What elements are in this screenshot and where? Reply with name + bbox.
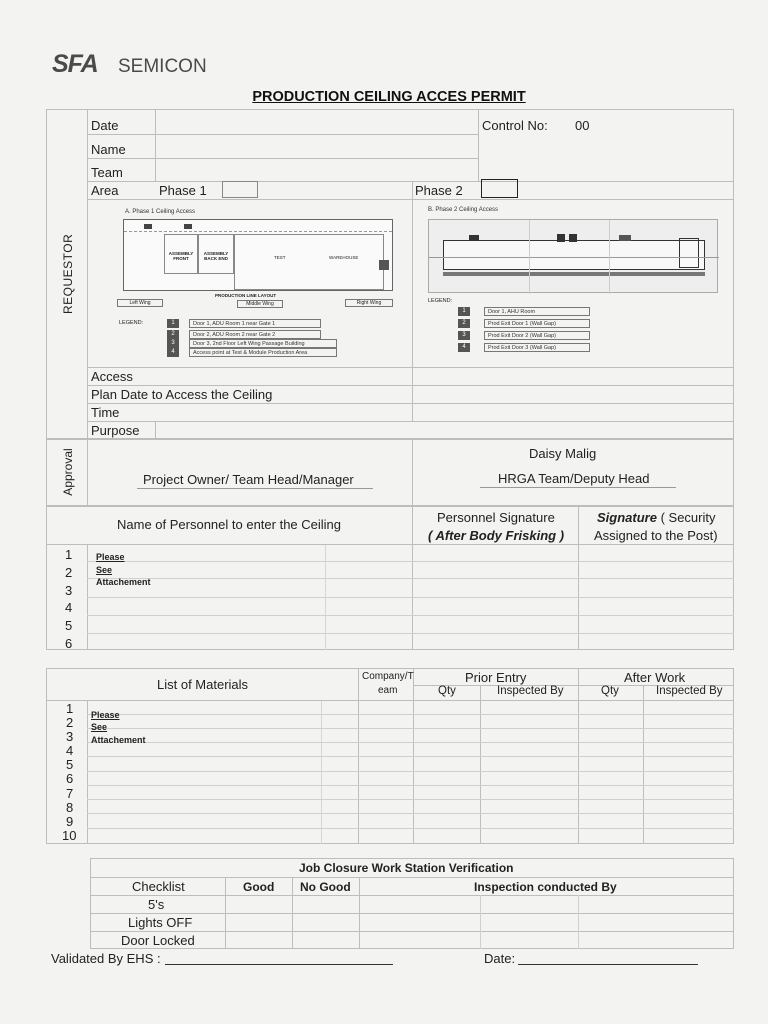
requestor-section-label: REQUESTOR <box>61 233 75 314</box>
materials-row-num: 2 <box>66 715 74 730</box>
phase2-legend-num-4: 4 <box>458 343 470 352</box>
phase1-legend-num-1: 1 <box>167 319 179 328</box>
personnel-please-note: Please <box>96 552 125 562</box>
prior-entry-header: Prior Entry <box>465 670 527 685</box>
job-closure-title: Job Closure Work Station Verification <box>299 861 514 875</box>
control-no-label: Control No: <box>482 118 548 133</box>
after-body-frisking-note: ( After Body Frisking ) <box>428 528 565 543</box>
after-qty-header: Qty <box>601 685 619 697</box>
phase2-legend-num-2: 2 <box>458 319 470 328</box>
personnel-see-note: See <box>96 565 113 575</box>
left-wing-label: Left Wing <box>117 299 163 307</box>
signature-bold-label: Signature <box>597 510 657 525</box>
phase1-legend-text-4: Access point at Test & Module Production Area <box>189 348 337 357</box>
checklist-header: Checklist <box>132 879 185 894</box>
phase2-legend-text-1: Door 1, AHU Room <box>484 307 590 316</box>
phase2-checkbox[interactable] <box>481 179 518 198</box>
company-team-header-2: eam <box>378 685 398 696</box>
phase1-legend-num-2: 2 <box>167 330 179 339</box>
hrga-role: HRGA Team/Deputy Head <box>498 471 650 486</box>
phase2-legend-text-2: Prod Exit Door 1 (Wall Gap) <box>484 319 590 328</box>
personnel-row-num: 6 <box>65 636 73 651</box>
phase2-ceiling-diagram <box>416 203 728 363</box>
phase2-legend-text-3: Prod Exit Door 2 (Wall Gap) <box>484 331 590 340</box>
materials-row-num: 7 <box>66 786 74 801</box>
time-label: Time <box>91 405 120 420</box>
phase2-legend-num-1: 1 <box>458 307 470 316</box>
personnel-signature-header: Personnel Signature <box>437 510 555 525</box>
personnel-row-num: 1 <box>65 547 73 562</box>
phase1-checkbox[interactable] <box>222 181 258 198</box>
validated-by-ehs-signature-line[interactable] <box>165 964 393 965</box>
phase2-diagram-title: B. Phase 2 Ceiling Access <box>428 207 499 213</box>
prior-qty-header: Qty <box>438 685 456 697</box>
checklist-item-lights-off: Lights OFF <box>128 915 193 930</box>
security-signature-header <box>597 511 715 524</box>
phase2-legend-num-3: 3 <box>458 331 470 340</box>
control-no-value: 00 <box>575 118 590 133</box>
company-team-header-1: Company/T <box>362 671 414 682</box>
room-assembly-front: ASSEMBLY FRONT <box>168 251 194 261</box>
no-good-header: No Good <box>300 880 351 894</box>
access-label: Access <box>91 369 133 384</box>
project-owner-role: Project Owner/ Team Head/Manager <box>143 472 354 487</box>
materials-please-note: Please <box>91 710 120 720</box>
name-field[interactable] <box>156 135 477 157</box>
phase1-legend-num-3: 3 <box>167 339 179 348</box>
materials-row-num: 10 <box>62 828 77 843</box>
purpose-label: Purpose <box>91 423 140 438</box>
phase2-legend-label: LEGEND: <box>428 298 453 304</box>
page-title: PRODUCTION CEILING ACCES PERMIT <box>252 89 526 105</box>
security-post-label: Assigned to the Post) <box>594 528 718 543</box>
phase1-floorplan <box>123 219 393 291</box>
phase1-legend-label: LEGEND: <box>119 320 144 326</box>
phase1-ceiling-diagram <box>95 203 405 363</box>
right-wing-label: Right Wing <box>345 299 393 307</box>
checklist-item-door-locked: Door Locked <box>121 933 195 948</box>
good-header: Good <box>243 880 275 894</box>
phase2-label: Phase 2 <box>415 183 463 198</box>
phase2-floorplan <box>428 219 718 293</box>
checklist-item-5s: 5's <box>148 897 165 912</box>
production-line-layout-label: PRODUCTION LINE LAYOUT <box>215 293 277 298</box>
logo-semicon: SEMICON <box>118 56 207 77</box>
room-warehouse: WAREHOUSE <box>329 255 359 260</box>
room-assembly-back-end: ASSEMBLY BACK END <box>203 251 229 261</box>
room-test: TEST <box>274 255 286 260</box>
phase1-label: Phase 1 <box>159 183 207 198</box>
materials-row-num: 8 <box>66 800 74 815</box>
personnel-attachement-note: Attachement <box>96 577 151 587</box>
phase1-legend-text-1: Door 1, ADU Room 1 near Gate 1 <box>189 319 321 328</box>
footer-date-line[interactable] <box>518 964 698 965</box>
phase1-legend-text-2: Door 2, ADU Room 2 near Gate 2 <box>189 330 321 339</box>
phase1-diagram-title: A. Phase 1 Ceiling Access <box>125 209 196 215</box>
purpose-field[interactable] <box>156 422 733 438</box>
team-field[interactable] <box>156 159 477 180</box>
after-work-header: After Work <box>624 670 686 685</box>
approver-name: Daisy Malig <box>529 446 597 461</box>
footer-date-label: Date: <box>484 951 516 966</box>
materials-row-num: 3 <box>66 729 74 744</box>
plan-date-label: Plan Date to Access the Ceiling <box>91 387 273 402</box>
middle-wing-label: Middle Wing <box>237 300 283 308</box>
area-label: Area <box>91 183 119 198</box>
personnel-row-num: 4 <box>65 600 73 615</box>
team-label: Team <box>91 165 123 180</box>
logo-sfa: SFA <box>52 50 98 78</box>
after-inspected-by-header: Inspected By <box>656 685 723 697</box>
materials-row-num: 1 <box>66 701 74 716</box>
approval-section-label: Approval <box>61 448 75 496</box>
date-field[interactable] <box>156 110 477 133</box>
prior-inspected-by-header: Inspected By <box>497 685 564 697</box>
materials-attachement-note: Attachement <box>91 735 146 745</box>
personnel-row-num: 2 <box>65 565 73 580</box>
materials-row-num: 9 <box>66 814 74 829</box>
name-label: Name <box>91 142 126 157</box>
phase1-legend-num-4: 4 <box>167 348 179 357</box>
date-label: Date <box>91 118 119 133</box>
inspection-conducted-by-header: Inspection conducted By <box>474 880 617 894</box>
security-label: ( Security <box>656 510 716 525</box>
phase2-legend-text-4: Prod Exit Door 3 (Wall Gap) <box>484 343 590 352</box>
validated-by-ehs-label: Validated By EHS : <box>51 951 161 966</box>
personnel-row-num: 5 <box>65 618 73 633</box>
materials-row-num: 6 <box>66 771 74 786</box>
list-of-materials-header: List of Materials <box>157 677 249 692</box>
materials-see-note: See <box>91 722 108 732</box>
materials-row-num: 4 <box>66 743 74 758</box>
phase1-legend-text-3: Door 3, 2nd Floor Left Wing Passage Building <box>189 339 337 348</box>
personnel-row-num: 3 <box>65 583 73 598</box>
materials-row-num: 5 <box>66 757 74 772</box>
personnel-name-header: Name of Personnel to enter the Ceiling <box>117 517 342 532</box>
